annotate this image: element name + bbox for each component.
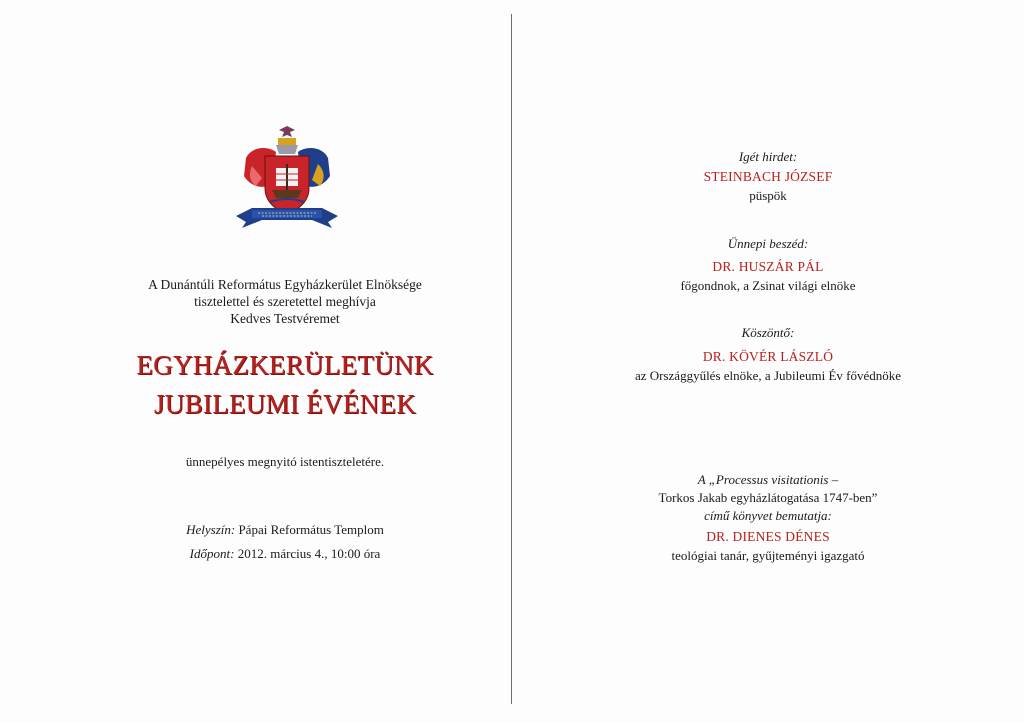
greeting-heading: Köszöntő: xyxy=(741,325,795,340)
coat-of-arms-icon xyxy=(232,124,342,236)
invitation-intro-line-1: A Dunántúli Református Egyházkerület Elnöksége xyxy=(148,277,422,292)
speech-heading: Ünnepi beszéd: xyxy=(727,236,809,251)
time-line xyxy=(0,546,570,562)
speech-name: DR. HUSZÁR PÁL xyxy=(712,259,824,274)
greeting-name: DR. KÖVÉR LÁSZLÓ xyxy=(702,349,834,364)
book-line-3: című könyvet bemutatja: xyxy=(704,508,832,523)
time-value: 2012. március 4., 10:00 óra xyxy=(234,546,381,561)
book-presenter-name: DR. DIENES DÉNES xyxy=(706,529,830,544)
speech-title: főgondnok, a Zsinat világi elnöke xyxy=(680,278,856,293)
occasion-text: ünnepélyes megnyitó istentiszteletére. xyxy=(185,454,385,469)
book-line-1: A „Processus visitationis – xyxy=(697,472,839,487)
headline-line-1: EGYHÁZKERÜLETÜNK xyxy=(136,350,434,380)
invitation-intro-line-3: Kedves Testvéremet xyxy=(230,311,340,326)
invitation-intro-line-2: tisztelettel és szeretettel meghívja xyxy=(194,294,376,309)
greeting-title: az Országgyűlés elnöke, a Jubileumi Év fővédnöke xyxy=(634,368,902,383)
book-presenter-title: teológiai tanár, gyűjteményi igazgató xyxy=(671,548,865,563)
venue-label: Helyszín: xyxy=(186,522,236,537)
time-label: Időpont: xyxy=(189,546,235,561)
book-line-2: Torkos Jakab egyházlátogatása 1747-ben” xyxy=(658,490,878,505)
preacher-name: STEINBACH JÓZSEF xyxy=(703,169,833,184)
preacher-heading: Igét hirdet: xyxy=(738,149,798,164)
headline-line-2: JUBILEUMI ÉVÉNEK xyxy=(153,389,416,419)
preacher-title: püspök xyxy=(749,188,787,203)
invitation-right-page xyxy=(512,0,1024,723)
venue-value: Pápai Református Templom xyxy=(235,522,384,537)
venue-line xyxy=(0,522,570,538)
